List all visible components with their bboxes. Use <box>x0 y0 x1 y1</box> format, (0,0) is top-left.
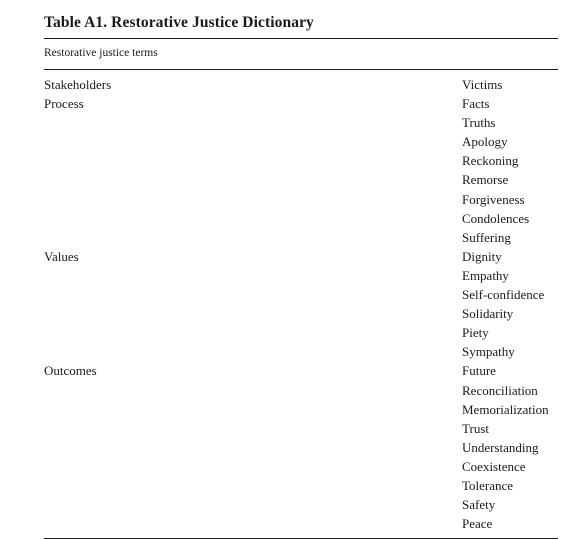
term-item: Forgiveness <box>462 191 525 207</box>
table-subheading: Restorative justice terms <box>44 47 158 59</box>
group-values <box>44 247 558 362</box>
term-item: Self-confidence <box>462 287 545 303</box>
term-item: Suffering <box>462 229 511 245</box>
category-label: Process <box>44 96 84 112</box>
term-item: Piety <box>462 325 489 341</box>
term-item: Condolences <box>462 210 530 226</box>
term-item: Empathy <box>462 267 509 283</box>
term-list <box>462 75 558 94</box>
term-list <box>462 361 558 533</box>
term-item: Coexistence <box>462 458 526 474</box>
table-title: Table A1. Restorative Justice Dictionary <box>44 14 314 31</box>
top-rule <box>44 38 558 39</box>
category-label: Outcomes <box>44 363 97 379</box>
term-item: Remorse <box>462 172 509 188</box>
header-rule <box>44 69 558 70</box>
term-item: Solidarity <box>462 306 514 322</box>
category-label: Values <box>44 248 79 264</box>
term-item: Sympathy <box>462 344 515 360</box>
category-label: Stakeholders <box>44 77 112 92</box>
term-list <box>462 94 558 247</box>
term-list <box>462 247 558 362</box>
term-item: Reconciliation <box>462 382 538 398</box>
term-item: Peace <box>462 516 493 532</box>
term-item: Future <box>462 363 496 379</box>
term-item: Safety <box>462 497 496 513</box>
group-stakeholders <box>44 75 558 94</box>
term-item: Facts <box>462 96 490 112</box>
term-item: Tolerance <box>462 477 514 493</box>
group-process <box>44 94 558 247</box>
term-item: Victims <box>462 77 503 92</box>
term-item: Dignity <box>462 248 502 264</box>
term-item: Trust <box>462 420 489 436</box>
term-item: Reckoning <box>462 153 519 169</box>
term-item: Apology <box>462 134 508 150</box>
term-item: Truths <box>462 115 496 131</box>
term-item: Understanding <box>462 439 539 455</box>
term-item: Memorialization <box>462 401 549 417</box>
table-body <box>44 75 558 533</box>
group-outcomes <box>44 361 558 533</box>
